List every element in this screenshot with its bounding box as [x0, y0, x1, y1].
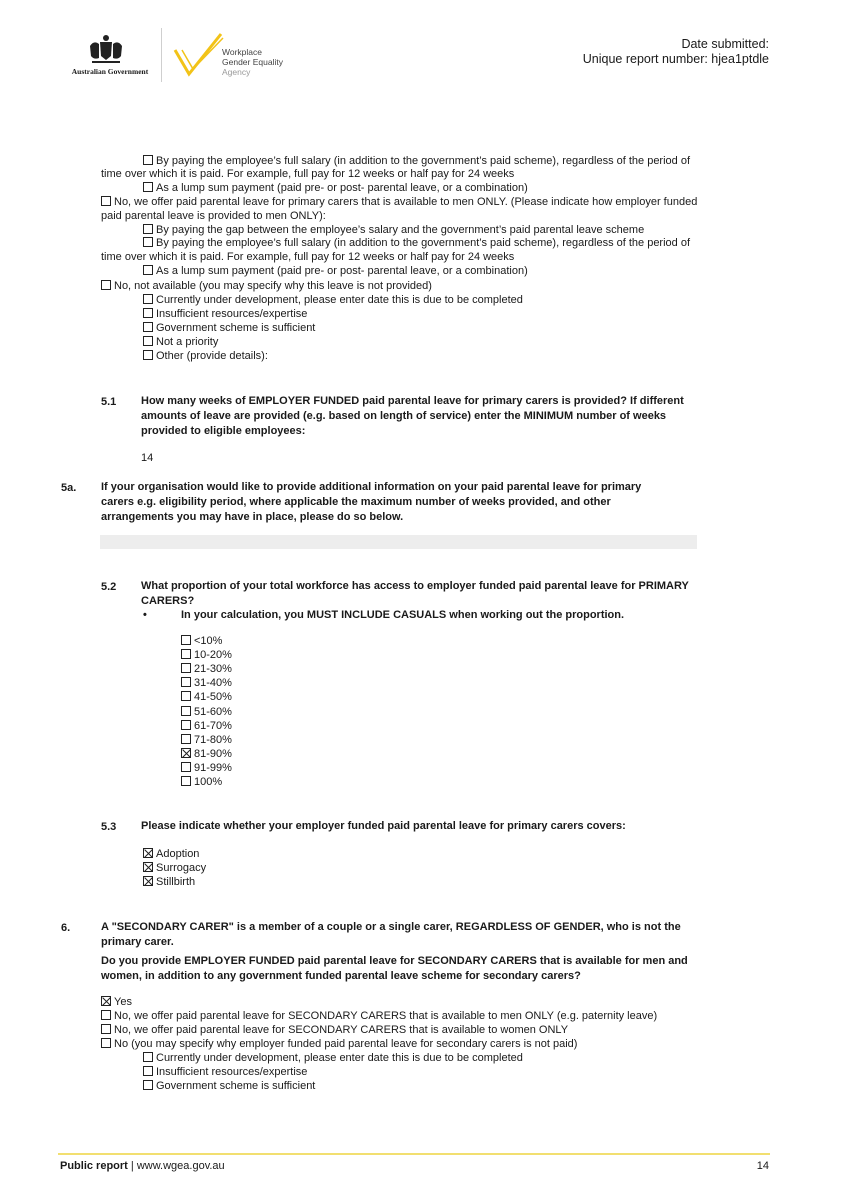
proportion-option: 91-99% [181, 762, 232, 775]
checkbox-checked[interactable] [143, 876, 153, 886]
checkbox[interactable] [143, 155, 153, 165]
checkbox[interactable] [181, 663, 191, 673]
proportion-option: 61-70% [181, 720, 232, 733]
question-number: 5.3 [101, 821, 117, 833]
proportion-option: <10% [181, 635, 222, 648]
reason-item: Currently under development, please enter date this is due to be completed [143, 294, 523, 307]
covers-surrogacy: Surrogacy [143, 862, 206, 875]
footer-separator: | [127, 1160, 137, 1172]
checkbox[interactable] [101, 1024, 111, 1034]
secondary-carer-definition: A "SECONDARY CARER" is a member of a couple or a single carer, REGARDLESS OF GENDER, who is not the primary carer. [101, 921, 681, 948]
reason-item: Insufficient resources/expertise [143, 1066, 307, 1079]
checkbox[interactable] [143, 265, 153, 275]
checkbox[interactable] [143, 182, 153, 192]
option-full-salary-2-cont: time over which it is paid. For example, full pay for 12 weeks or half pay for 24 weeks [101, 251, 515, 263]
covers-stillbirth: Stillbirth [143, 876, 195, 889]
bullet: • [143, 609, 147, 621]
checkbox[interactable] [101, 1038, 111, 1048]
proportion-option: 10-20% [181, 649, 232, 662]
checkbox-checked[interactable] [181, 748, 191, 758]
question-number: 5a. [61, 482, 77, 494]
option-no-secondary: No (you may specify why employer funded paid parental leave for secondary carers is not paid) [101, 1038, 577, 1051]
report-number: Unique report number: hjea1ptdle [582, 52, 769, 66]
covers-adoption: Adoption [143, 848, 199, 861]
checkbox[interactable] [101, 196, 111, 206]
wgea-check-icon [173, 32, 227, 78]
question-number: 6. [61, 922, 71, 934]
question-number: 5.1 [101, 396, 117, 408]
proportion-option: 31-40% [181, 677, 232, 690]
checkbox[interactable] [181, 762, 191, 772]
footer-rule [58, 1153, 770, 1155]
casuals-note: In your calculation, you MUST INCLUDE CASUALS when working out the proportion. [181, 609, 625, 621]
option-men-only-cont: paid parental leave is provided to men ONLY): [101, 210, 326, 222]
checkbox[interactable] [143, 294, 153, 304]
agency-line-3: Agency [222, 67, 251, 77]
checkbox[interactable] [143, 1066, 153, 1076]
option-full-salary-2: By paying the employee’s full salary (in addition to the government’s paid scheme), regardless of the period of [143, 237, 690, 250]
coat-of-arms-icon [86, 32, 126, 66]
checkbox[interactable] [101, 280, 111, 290]
footer-url[interactable]: www.wgea.gov.au [136, 1160, 225, 1172]
option-yes: Yes [101, 996, 132, 1009]
checkbox[interactable] [181, 720, 191, 730]
checkbox[interactable] [181, 706, 191, 716]
checkbox[interactable] [143, 350, 153, 360]
footer-label: Public report [60, 1160, 128, 1172]
wgea-logo-text [222, 47, 283, 77]
option-women-only-secondary: No, we offer paid parental leave for SECONDARY CARERS that is available to women ONLY [101, 1024, 568, 1037]
option-lump-sum-1: As a lump sum payment (paid pre- or post- parental leave, or a combination) [143, 182, 528, 195]
proportion-option: 21-30% [181, 663, 232, 676]
checkbox-checked[interactable] [143, 862, 153, 872]
logo-divider [161, 28, 162, 82]
question-number: 5.2 [101, 581, 117, 593]
reason-item: Other (provide details): [143, 350, 268, 363]
checkbox[interactable] [181, 677, 191, 687]
reason-item: Insufficient resources/expertise [143, 308, 307, 321]
checkbox[interactable] [181, 649, 191, 659]
checkbox-checked[interactable] [101, 996, 111, 1006]
date-submitted: Date submitted: [681, 37, 769, 51]
footer-left [60, 1160, 225, 1172]
report-meta [583, 37, 769, 67]
checkbox-checked[interactable] [143, 848, 153, 858]
checkbox[interactable] [181, 776, 191, 786]
proportion-option: 51-60% [181, 706, 232, 719]
proportion-option: 41-50% [181, 691, 232, 704]
option-lump-sum-2: As a lump sum payment (paid pre- or post- parental leave, or a combination) [143, 265, 528, 278]
question-6-text: Do you provide EMPLOYER FUNDED paid parental leave for SECONDARY CARERS that is available for men and women, in addition to any government funded parental leave scheme for secondary carers? [101, 955, 688, 982]
reason-item: Currently under development, please enter date this is due to be completed [143, 1052, 523, 1065]
proportion-option: 100% [181, 776, 222, 789]
proportion-option: 81-90% [181, 748, 232, 761]
option-not-available: No, not available (you may specify why this leave is not provided) [101, 280, 432, 293]
agency-line-2: Gender Equality [222, 57, 283, 67]
government-name: Australian Government [71, 67, 149, 76]
question-5-1-text: How many weeks of EMPLOYER FUNDED paid parental leave for primary carers is provided? If different amounts of leave are provided (e.g. based on length of service) enter the MINIMUM number of weeks provided to eligible employees: [141, 395, 684, 437]
answer-weeks[interactable]: 14 [141, 452, 154, 464]
agency-line-1: Workplace [222, 47, 262, 57]
option-men-only-secondary: No, we offer paid parental leave for SECONDARY CARERS that is available to men ONLY (e.g. paternity leave) [101, 1010, 657, 1023]
option-full-salary-1: By paying the employee’s full salary (in addition to the government’s paid scheme), regardless of the period of [143, 155, 690, 168]
checkbox[interactable] [143, 237, 153, 247]
additional-info-field[interactable] [100, 535, 697, 549]
checkbox[interactable] [143, 336, 153, 346]
reason-item: Not a priority [143, 336, 218, 349]
option-gap: By paying the gap between the employee’s salary and the government’s paid parental leave scheme [143, 224, 644, 237]
checkbox[interactable] [101, 1010, 111, 1020]
checkbox[interactable] [143, 224, 153, 234]
question-5a-text: If your organisation would like to provide additional information on your paid parental leave for primary carers e.g. eligibility period, where applicable the maximum number of weeks provided, and other arrangements you may have in place, please do so below. [101, 481, 642, 523]
checkbox[interactable] [143, 322, 153, 332]
checkbox[interactable] [143, 308, 153, 318]
checkbox[interactable] [181, 691, 191, 701]
page-number: 14 [756, 1160, 769, 1172]
reason-item: Government scheme is sufficient [143, 1080, 315, 1093]
question-5-2-text: What proportion of your total workforce has access to employer funded paid parental leave for PRIMARY CARERS? [141, 580, 689, 607]
option-men-only: No, we offer paid parental leave for primary carers that is available to men ONLY. (Please indicate how employer funded [101, 196, 697, 209]
checkbox[interactable] [143, 1080, 153, 1090]
option-full-salary-1-cont: time over which it is paid. For example, full pay for 12 weeks or half pay for 24 weeks [101, 168, 515, 180]
reason-item: Government scheme is sufficient [143, 322, 315, 335]
question-5-3-text: Please indicate whether your employer funded paid parental leave for primary carers covers: [141, 820, 626, 832]
proportion-option: 71-80% [181, 734, 232, 747]
australian-government-logo [60, 32, 160, 82]
checkbox[interactable] [143, 1052, 153, 1062]
checkbox[interactable] [181, 734, 191, 744]
checkbox[interactable] [181, 635, 191, 645]
